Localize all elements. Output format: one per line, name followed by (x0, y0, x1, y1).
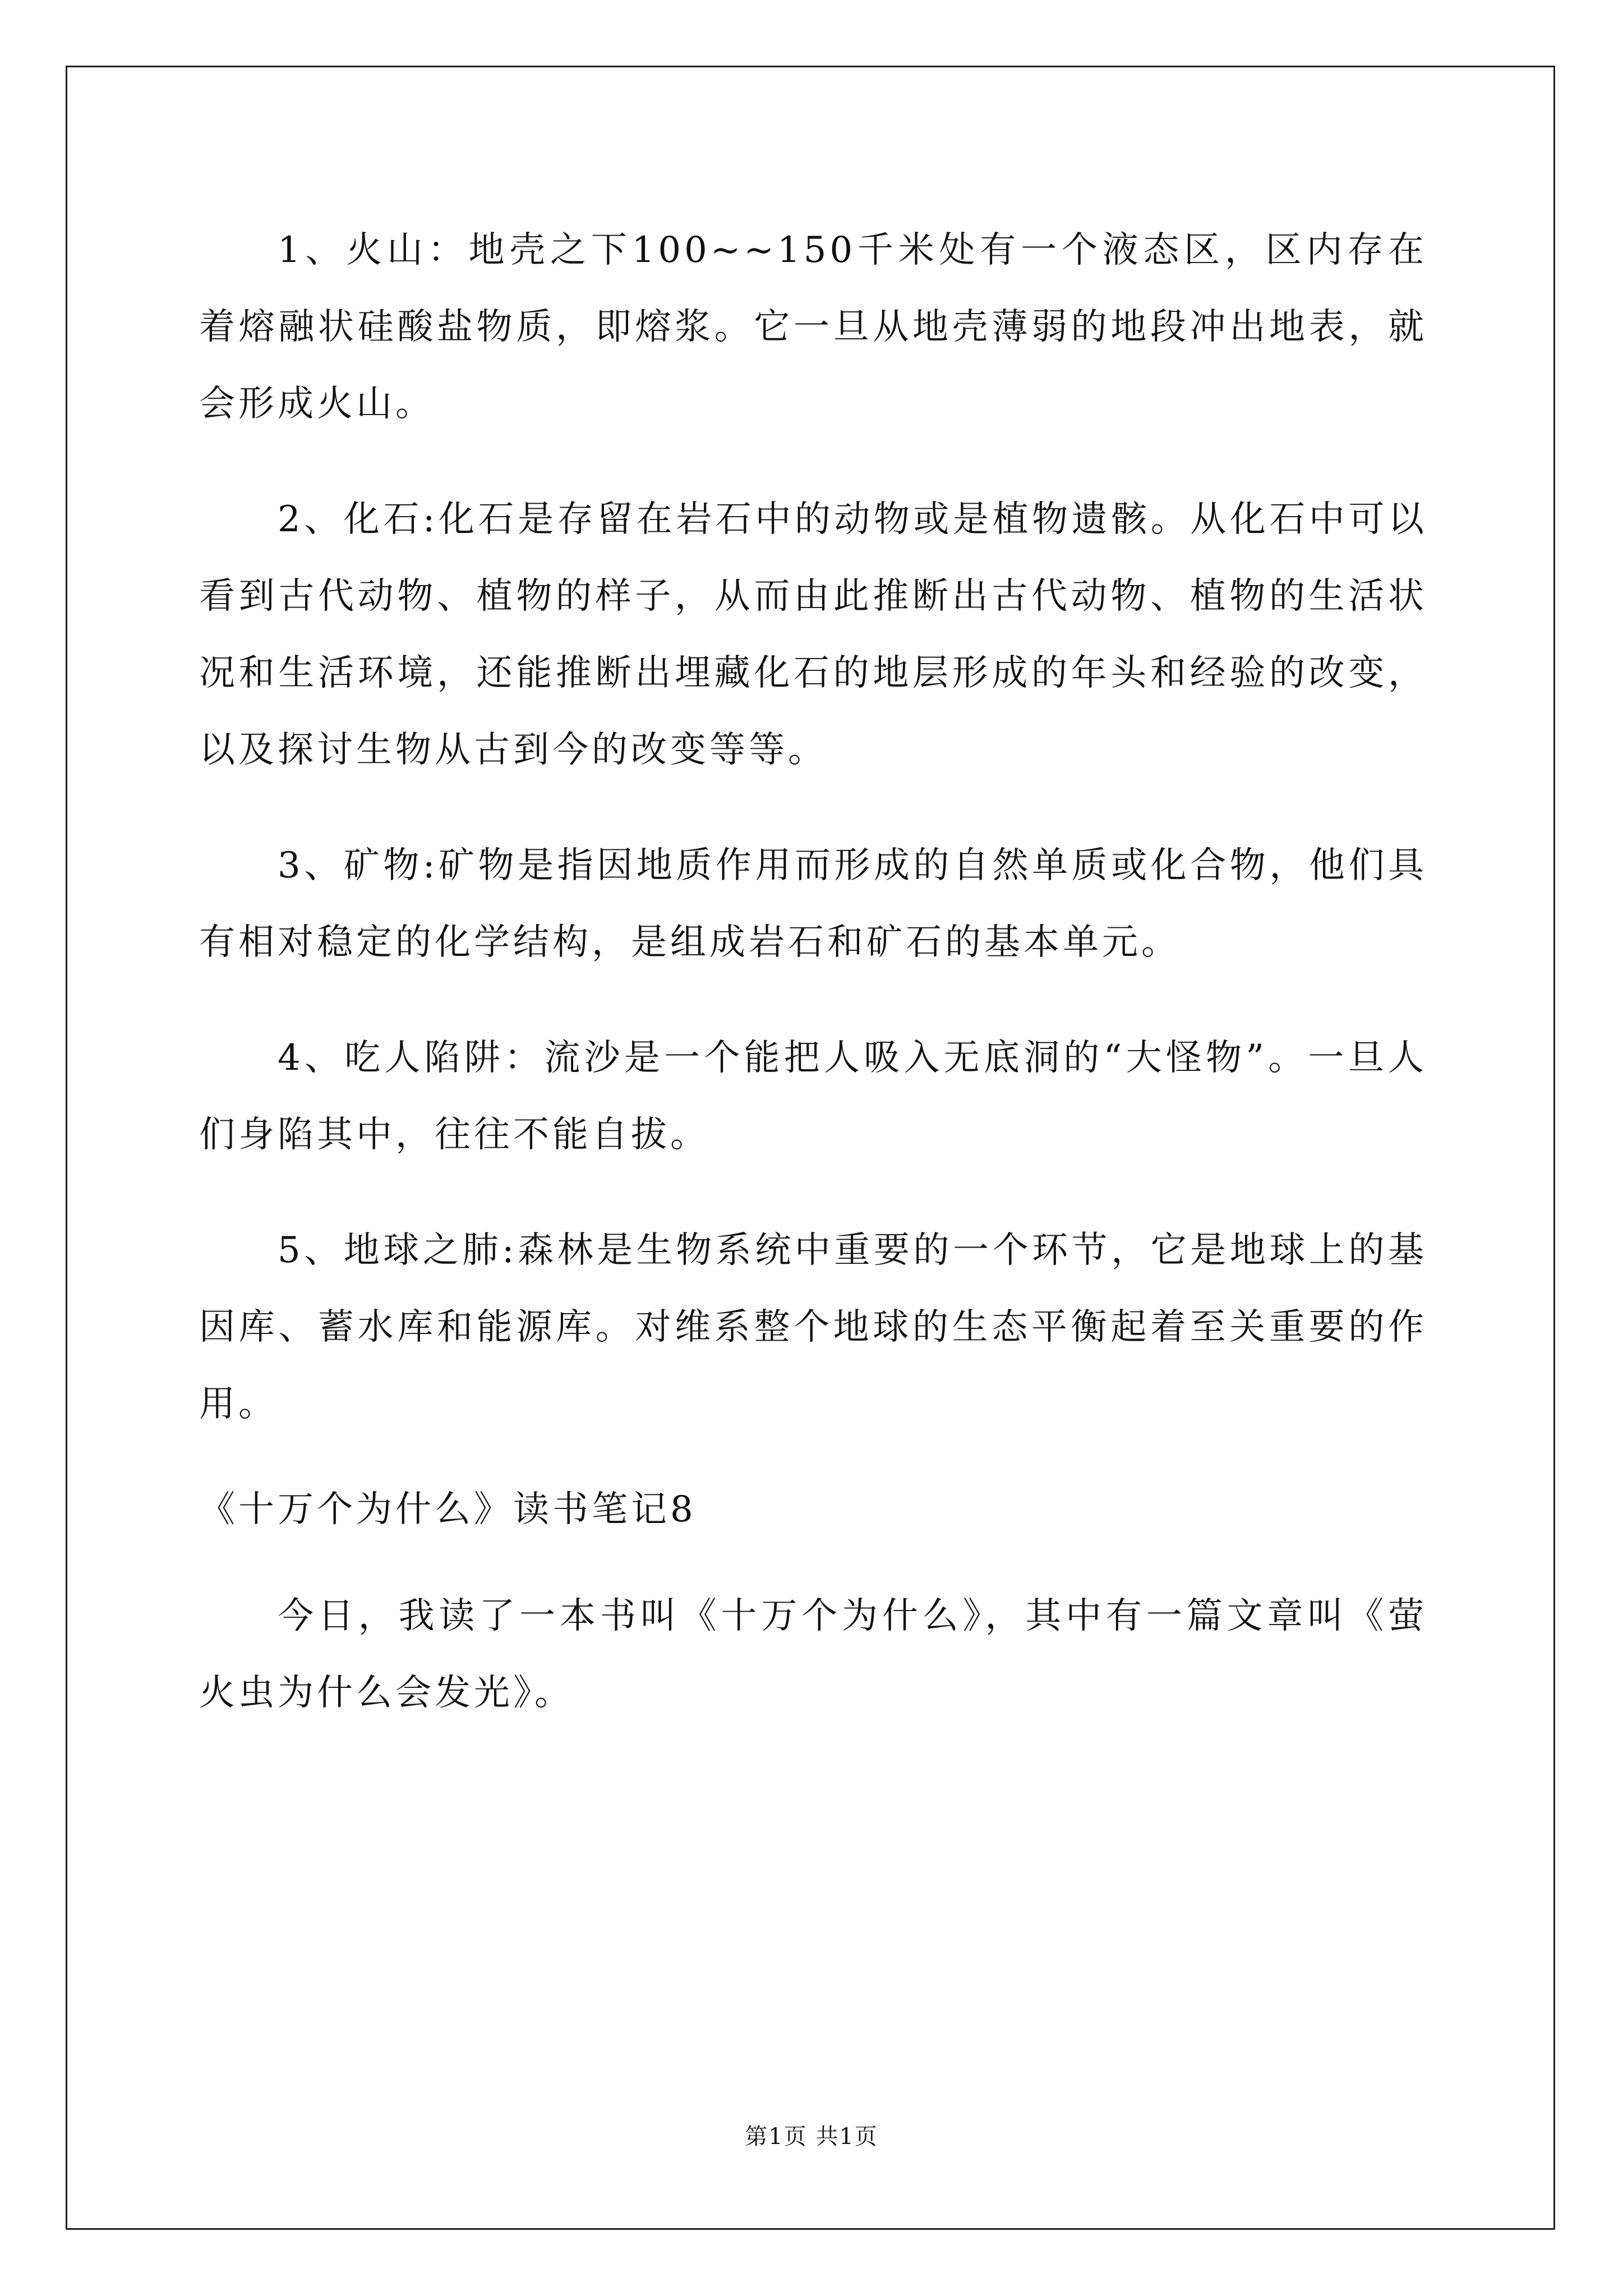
paragraph-volcano: 1、火山：地壳之下100~~150千米处有一个液态区，区内存在着熔融状硅酸盐物质，即熔浆。它一旦从地壳薄弱的地段冲出地表，就会形成火山。 (199, 229, 1427, 425)
paragraph-reading-note: 今日，我读了一本书叫《十万个为什么》，其中有一篇文章叫《萤火虫为什么会发光》。 (199, 1595, 1427, 1714)
paragraph-mineral: 3、矿物:矿物是指因地质作用而形成的自然单质或化合物，他们具有相对稳定的化学结构，是组成岩石和矿石的基本单元。 (199, 845, 1427, 963)
paragraph-fossil: 2、化石:化石是存留在岩石中的动物或是植物遗骸。从化石中可以看到古代动物、植物的样子，从而由此推断出古代动物、植物的生活状况和生活环境，还能推断出埋藏化石的地层形成的年头和经验的改变，以及探讨生物从古到今的改变等等。 (199, 499, 1427, 771)
paragraph-forest: 5、地球之肺:森林是生物系统中重要的一个环节，它是地球上的基因库、蓄水库和能源库。对维系整个地球的生态平衡起着至关重要的作用。 (199, 1230, 1427, 1425)
section-heading: 《十万个为什么》读书笔记8 (199, 1489, 697, 1530)
paragraph-quicksand: 4、吃人陷阱：流沙是一个能把人吸入无底洞的“大怪物”。一旦人们身陷其中，往往不能自拔。 (199, 1037, 1427, 1156)
page-footer: 第1页 共1页 (745, 2124, 878, 2150)
document-body (199, 212, 1427, 1770)
